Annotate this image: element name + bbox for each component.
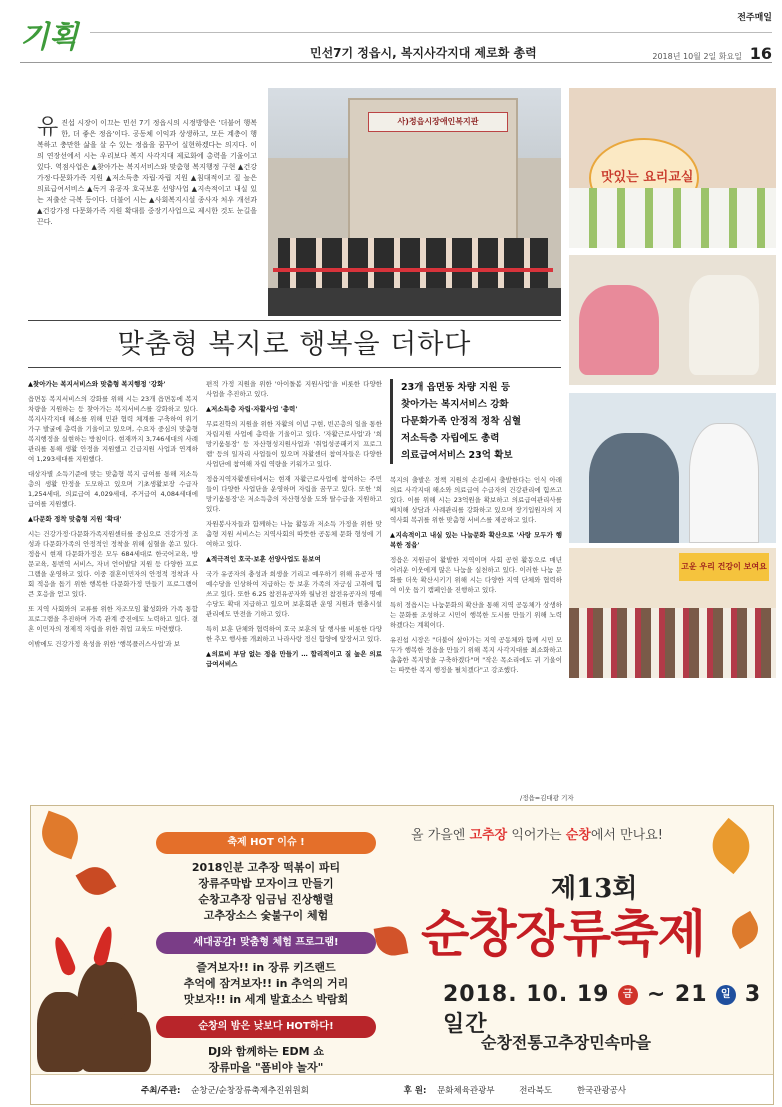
pull-quote-line: 찾아가는 복지서비스 강화 (401, 399, 509, 410)
program-line: 장류마을 "폼비야 놀자" (208, 1061, 324, 1074)
festival-tagline: 올 가을엔 고추장 익어가는 순창에서 만나요! (411, 828, 663, 843)
pull-quote-box (390, 379, 560, 464)
drop-cap: 유 (37, 115, 59, 140)
paragraph: 이밖에도 건강가정 육성을 위한 '행복플러스사업'과 보 (28, 640, 181, 648)
program-line: 맛보자!! in 세계 발효소스 박람회 (183, 993, 349, 1006)
program-line: 장류주막밥 모자이크 만들기 (198, 877, 334, 890)
byline: /정읍=김대광 기자 (520, 794, 574, 802)
paragraph: 정읍은 지원금이 활발한 지역이며 사회 공헌 활동으로 매년 어려운 이웃에게 많은 나눔을 실천하고 있다. 이러한 나눔 문화를 더욱 확산시키기 위해 시는 다양한 지역 단체와 협력하여 이웃 돕기 캠페인을 진행하고 있다. (390, 556, 562, 594)
festival-edition: 제13회 (551, 874, 638, 904)
maple-leaf-decoration (703, 818, 759, 874)
subheading: ▲다문화 정착 맞춤형 지원 '확대' (28, 515, 122, 523)
paper-name: 전주매일 (737, 13, 772, 23)
subheading: ▲의료비 부담 없는 정읍 만들기 … 합리적이고 질 높은 의료급여서비스 (206, 650, 382, 668)
paragraph: 특히 정읍시는 나눔문화의 확산을 통해 지역 공동체가 상생하는 문화를 조성하고 시민이 행복한 도시를 만들기 위해 노력하겠다는 계획이다. (390, 601, 562, 629)
chili-icon (51, 935, 78, 977)
friday-badge: 금 (618, 985, 638, 1005)
paragraph: 복지의 출발은 정책 지원의 손길에서 출발한다는 인식 아래 의료 사각지대 해소와 의료급여 수급자의 건강관리에 힘쓰고 있다. 이를 위해 시는 23억원을 확보하고 의료급여관리사를 배치해 상담과 사례관리를 강화하고 있으며 장기입원자의 지역사회 복귀를 위한 맞춤형 서비스를 제공하고 있다. (390, 476, 562, 524)
subheading: ▲저소득층 자립·자활사업 '총력' (206, 405, 298, 413)
festival-venue: 순창전통고추장민속마을 (481, 1033, 652, 1052)
cooking-class-photo (569, 88, 776, 248)
sunday-badge: 일 (716, 985, 736, 1005)
paragraph: 특히 보훈 단체와 협력하여 호국 보훈의 달 행사를 비롯한 다양한 추모 행사를 개최하고 나라사랑 정신 함양에 앞장서고 있다. (206, 625, 382, 643)
header-headline: 민선7기 정읍시, 복지사각지대 제로화 총력 (310, 46, 537, 60)
intro-paragraph (37, 115, 257, 228)
paragraph: 국가 유공자의 충성과 희생을 기리고 예우하기 위해 유공자 명예수당을 인상하여 지급하는 등 보훈 가족의 자긍심 고취에 힘쓰고 있다. 또한 6.25 참전유공자와 월남전 참전유공자의 명예수당도 확대 지급하고 있으며 보훈회관 운영 지원과 현충시설 관리에도 만전을 기하고 있다. (206, 570, 382, 618)
paragraph: 편적 가정 지원을 위한 '아이돌봄 지원사업'을 비롯한 다양한 사업을 추진하고 있다. (206, 380, 382, 398)
program-tag: 축제 HOT 이슈 ! (156, 832, 376, 854)
article-column-3 (390, 475, 562, 793)
paragraph: 대상자별 소득기준에 맞는 맞춤형 복지 급여를 통해 저소득층의 생활 안정을 도모하고 있으며 기초생활보장 수급자 1,254세대, 의료급여 4,029세대, 주거급여 4,084세대에 급여를 지원했다. (28, 470, 198, 508)
intro-text: 진섭 시장이 이끄는 민선 7기 정읍시의 시정방향은 '더불어 행복한, 더 좋은 정읍'이다. 공동체 이익과 상생하고, 모든 계층이 행복하고 충만한 삶을 살 수 있는 정읍을 꿈꾸어 실현하겠다는 의지다. 이의 연장선에서 시는 우리보다 복지 사각지대 제로화에 총력을 기울이고 있다. 역점사업은 ▲찾아가는 복지서비스와 맞춤형 복지행정 구현 ▲건강가정·다문화가족 지원 ▲저소득층 자립·자립 지원 ▲침대적이고 질 높은 의료급여서비스 ▲독거 유공자 호국보훈 선양사업 ▲지속적이고 내실 있는 저출산 극복 등이다. 더불어 시는 ▲사회복지시설 종사자 처우 개선과 ▲건강가정 다문화가족 지원 확대를 중장기사업으로 제시한 것도 눈길을 끈다. (37, 119, 257, 226)
health-care-photo (569, 255, 776, 385)
festival-programs (151, 824, 381, 1076)
sponsor: 문화체육관광부 (437, 1086, 495, 1096)
host-organizer: 순창군/순창장류축제추진위원회 (191, 1086, 309, 1096)
article-title: 맞춤형 복지로 행복을 더하다 (117, 329, 472, 360)
ribbon-cutting-photo (268, 88, 561, 316)
event-banner: 고운 우리 건강이 보여요 (679, 553, 769, 581)
program-tag: 세대공감! 맞춤형 체험 프로그램! (156, 932, 376, 954)
page-header (20, 8, 772, 63)
program-tag: 순창의 밤은 낮보다 HOT하다! (156, 1016, 376, 1038)
community-event-photo (569, 548, 776, 678)
chili-icon (92, 925, 116, 967)
page-number: 16 (749, 44, 772, 63)
paragraph: 유진섭 시장은 "더불어 살아가는 지역 공동체와 함께 시민 모두가 행복한 정읍을 만들기 위해 복지 사각지대를 최소화하고 촘촘한 복지망을 구축하겠다"며 "작은 목소리에도 귀 기울이는 따뜻한 복지 행정을 펼치겠다"고 강조했다. (390, 636, 562, 674)
paragraph: 정읍지역자활센터에서는 현재 자활근로사업에 참여하는 주민들이 다양한 사업단을 운영하며 자립을 꿈꾸고 있다. 또한 '희망키움통장'은 저소득층의 자산형성을 도와 탈수급을 지원하고 있다. (206, 475, 382, 513)
issue-date: 2018년 10월 2일 화요일 (652, 52, 742, 61)
cooking-banner: 맛있는 요리교실 (589, 138, 699, 218)
paragraph: 읍면동 복지서비스의 강화를 위해 시는 23개 읍면동에 복지차량을 지원하는 등 찾아가는 복지서비스를 강화하고 있다. 복지사각지대 해소를 위해 민관 협력 체계를 구축하여 위기가구 발굴에 총력을 기울이고 있으며, 수요자 중심의 맞춤형 복지행정을 실현하는 방침이다. 현재까지 3,746세대의 사례관리를 통해 생활 안정을 지원했고 긴급지원 사업과 연계하여 1,293세대를 지원했다. (28, 395, 198, 463)
festival-dates: 2018. 10. 19 금 ~ 21 일 3일간 (443, 982, 762, 1037)
program-line: DJ와 함께하는 EDM 쇼 (207, 1045, 325, 1058)
ceremony-ribbon (273, 268, 553, 272)
festival-name: 순창장류축제 (421, 904, 705, 963)
article-column-1 (28, 379, 198, 797)
pull-quote-line: 저소득층 자립에도 총력 (401, 433, 500, 444)
maple-leaf-decoration (36, 811, 85, 860)
paragraph: 또 지역 사회와의 교류를 위한 자조모임 활성화와 가족 통합 프로그램을 추진하며 가족 관계 증진에도 노력하고 있다. 결혼 이민자의 경제적 자립을 위한 취업 교육도 마련했다. (28, 605, 198, 633)
subheading: ▲적극적인 호국·보훈 선양사업도 돋보여 (206, 555, 321, 563)
program-line: 즐겨보자!! in 장류 키즈랜드 (196, 961, 336, 974)
program-line: 추억에 잠겨보자!! in 추억의 거리 (183, 977, 349, 990)
pull-quote-line: 다문화가족 안정적 정착 심혈 (401, 416, 522, 427)
maple-leaf-decoration (76, 861, 117, 902)
festival-advertisement (30, 805, 774, 1105)
paragraph: 시는 건강가정·다문화가족지원센터를 중심으로 건강가정 조성과 다문화가족의 안정적인 정착을 위해 심혈을 쏟고 있다. 정읍시 현재 다문화가정은 모두 684세대로 한국어교육, 방문교육, 통번역 서비스, 자녀 언어발달 지원 등 다양한 프로그램을 운영하고 있다. 이중 결혼이민자의 안정적 정착과 사회 적응을 돕기 위한 행복한 다문화가정 만들기 프로그램이 큰 호응을 얻고 있다. (28, 530, 198, 598)
jangdok-jars-illustration (37, 926, 147, 1072)
sponsor: 한국관광공사 (576, 1086, 627, 1096)
ad-sponsor-bar: 주최/주관: 순창군/순창장류축제추진위원회 후 원: 문화체육관광부 전라북도 한국관광공사 (31, 1074, 774, 1105)
sponsor: 전라북도 (519, 1086, 553, 1096)
program-line: 2018인분 고추장 떡볶이 파티 (191, 861, 341, 874)
program-line: 순창고추장 임금님 진상행렬 (198, 893, 334, 906)
paragraph: 무료진학의 지원을 위한 자활의 이념 구현, 빈곤층의 일을 통한 자립지원 사업에 총력을 기울이고 있다. '자활근로사업'과 '희망키움통장' 등 자산형성지원사업과 '취업성공패키지 프로그램' 등의 일자리 사업들이 있으며 자활센터 참여자들은 다양한 사업단에 참여해 자립 역량을 키워가고 있다. (206, 420, 382, 468)
medical-checkup-photo (569, 393, 776, 543)
pull-quote-line: 23개 읍면동 차량 지원 등 (401, 382, 511, 393)
maple-leaf-decoration (726, 911, 764, 949)
subheading: ▲지속적이고 내실 있는 나눔문화 확산으로 '사랑 모두가 행복한 정읍' (390, 531, 562, 549)
article-column-2 (206, 379, 382, 797)
program-line: 고추장소스 숯불구이 체험 (203, 909, 329, 922)
paragraph: 자원봉사자들과 함께하는 나눔 활동과 저소득 가정을 위한 맞춤형 지원 서비스는 지역사회의 따뜻한 공동체 문화 형성에 기여하고 있다. (206, 520, 382, 548)
article-title-box (28, 320, 561, 368)
header-divider (90, 32, 772, 33)
section-logo: 기획 (20, 20, 78, 55)
welfare-center-sign: 사)정읍시장애인복지관 (368, 112, 508, 132)
pull-quote-line: 의료급여서비스 23억 확보 (401, 450, 513, 461)
subheading: ▲찾아가는 복지서비스와 맞춤형 복지행정 '강화' (28, 380, 166, 388)
